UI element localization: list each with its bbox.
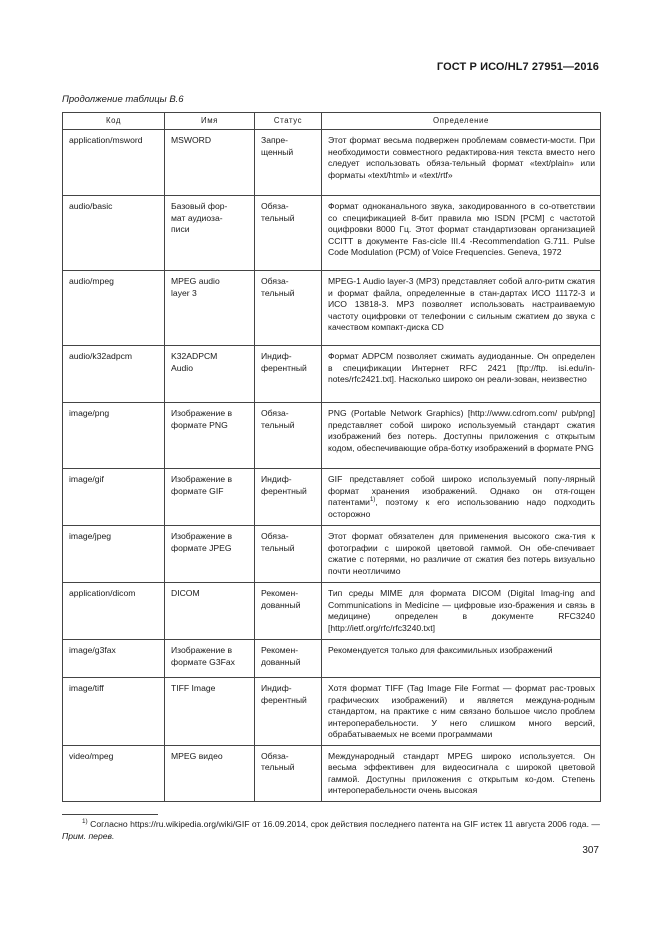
cell-definition [322, 526, 601, 583]
cell-definition [322, 640, 601, 678]
cell-status: Индиф- ферентный [255, 469, 322, 526]
cell-status: Индиф- ферентный [255, 346, 322, 403]
page-number: 307 [582, 845, 599, 856]
cell-definition [322, 196, 601, 271]
footnote-text: Согласно https://ru.wikipedia.org/wiki/GIF от 16.09.2014, срок действия последнего патента на GIF истек 11 августа 2006 года. — [87, 819, 600, 829]
cell-name: DICOM [165, 583, 255, 640]
cell-name: MPEG видео [165, 745, 255, 801]
cell-definition [322, 271, 601, 346]
cell-name: Изображение в формате G3Fax [165, 640, 255, 678]
document-header-title: ГОСТ Р ИСО/HL7 27951—2016 [436, 61, 599, 73]
cell-name: TIFF Image [165, 678, 255, 746]
definition-text: Хотя формат TIFF (Tag Image File Format — формат рас-тровых графических изображений) и является междуна-родным стандартом, на практике с ним связано большое число проблем интероперабельности. У него слишком много версий, обрабатываемых не всеми программами [328, 683, 595, 739]
table-row [63, 403, 601, 469]
footnote-translator-note: Прим. перев. [62, 831, 115, 841]
cell-code: image/g3fax [63, 640, 165, 678]
definition-text-tail: , поэтому к его использованию надо подходить осторожно [328, 497, 595, 519]
cell-name: MPEG audio layer 3 [165, 271, 255, 346]
footnote-mark: 1) [82, 818, 88, 826]
footnote-reference: 1) [369, 497, 376, 504]
cell-code: application/dicom [63, 583, 165, 640]
table-row [63, 196, 601, 271]
cell-status: Рекомен- дованный [255, 640, 322, 678]
table-caption: Продолжение таблицы В.6 [62, 94, 184, 105]
definition-text: Рекомендуется только для факсимильных изображений [328, 645, 553, 655]
cell-code: image/jpeg [63, 526, 165, 583]
footnote-separator [62, 814, 158, 815]
cell-status: Запре- щенный [255, 130, 322, 196]
cell-status: Обяза- тельный [255, 271, 322, 346]
definition-text: PNG (Portable Network Graphics) [http://www.cdrom.com/ pub/png] представляет собой широко используемый стандарт сжатия изображений без потерь. Доступны приложения с открытым кодом, обеспечивающие обра-ботку изображений в формате PNG [328, 408, 595, 453]
table-row [63, 346, 601, 403]
cell-status: Обяза- тельный [255, 526, 322, 583]
footnote [62, 818, 600, 842]
column-header-name: Имя [165, 113, 255, 130]
mime-types-table [62, 112, 601, 802]
cell-status: Рекомен- дованный [255, 583, 322, 640]
cell-definition [322, 469, 601, 526]
table-body [63, 130, 601, 802]
cell-status: Индиф- ферентный [255, 678, 322, 746]
cell-status: Обяза- тельный [255, 196, 322, 271]
definition-text: Этот формат весьма подвержен проблемам совмести-мости. При необходимости совместного редактирова-ния текста вместо него следует использовать обяза-тельный формат «text/plain» или форматы «text/html» и «text/rtf» [328, 135, 595, 180]
table-header-row [63, 113, 601, 130]
cell-name: Изображение в формате JPEG [165, 526, 255, 583]
cell-definition [322, 403, 601, 469]
definition-text: MPEG-1 Audio layer-3 (MP3) представляет собой алго-ритм сжатия и формат файла, определенные в стан-дартах ИСО 11172-3 и ИСО 13818-3. MP3 позволяет использовать настраиваемую частоту оцифровки от телефонии с сильным сжатием до звука с качеством компакт-диска CD [328, 276, 595, 332]
table-row [63, 640, 601, 678]
table-row [63, 130, 601, 196]
cell-definition [322, 583, 601, 640]
column-header-code: Код [63, 113, 165, 130]
cell-code: audio/basic [63, 196, 165, 271]
cell-code: image/png [63, 403, 165, 469]
definition-text: Тип среды MIME для формата DICOM (Digital Imag-ing and Communications in Medicine — цифровые изо-бражения и связь в медицине) определен в документе RFC3240 [http://ietf.org/rfc/rfc3240.txt] [328, 588, 595, 633]
definition-text: GIF представляет собой широко используемый попу-лярный формат хранения изображений. Однако он отя-гощен патентами [328, 474, 595, 507]
cell-code: image/tiff [63, 678, 165, 746]
table-row [63, 271, 601, 346]
definition-text: Этот формат обязателен для применения высокого сжа-тия к фотографии с широкой цветовой гаммой. Он обе-спечивает сжатие с потерями, но различие от сжатия без потерь визуально почти неотличимо [328, 531, 595, 576]
column-header-status: Статус [255, 113, 322, 130]
table-row [63, 678, 601, 746]
cell-code: audio/mpeg [63, 271, 165, 346]
cell-definition [322, 745, 601, 801]
cell-name: Изображение в формате PNG [165, 403, 255, 469]
cell-code: image/gif [63, 469, 165, 526]
definition-text: Международный стандарт MPEG широко используется. Он весьма эффективен для видеосигнала с широкой цветовой гаммой. Доступны приложения с открытым ко-дом. Степень интероперабельности очень высокая [328, 750, 595, 795]
cell-name: K32ADPCM Audio [165, 346, 255, 403]
column-header-definition: Определение [322, 113, 601, 130]
table-row [63, 745, 601, 801]
cell-definition [322, 678, 601, 746]
table-row [63, 526, 601, 583]
cell-name: MSWORD [165, 130, 255, 196]
definition-text: Формат ADPCM позволяет сжимать аудиоданные. Он определен в спецификации Интернет RFC 2421 [ftp://ftp. isi.edu/in-notes/rfc2421.txt]. Насколько широко он реали-зован, неизвестно [328, 351, 595, 384]
cell-code: audio/k32adpcm [63, 346, 165, 403]
cell-status: Обяза- тельный [255, 403, 322, 469]
cell-code: application/msword [63, 130, 165, 196]
cell-definition [322, 130, 601, 196]
table-row [63, 469, 601, 526]
cell-definition [322, 346, 601, 403]
definition-text: Формат одноканального звука, закодированного в со-ответствии со спецификацией 8-бит правила мю ISDN [PCM] с частотой оцифровки 8000 Гц. Этот формат стандартизован организацией CCITT в документе Fas-cicle III.4 -Recommendation G.711. Pulse Code Modulation (PCM) of Voice Frequencies. Geneva, 1972 [328, 201, 595, 257]
cell-name: Базовый фор- мат аудиоза- писи [165, 196, 255, 271]
cell-name: Изображение в формате GIF [165, 469, 255, 526]
cell-code: video/mpeg [63, 745, 165, 801]
cell-status: Обяза- тельный [255, 745, 322, 801]
table-row [63, 583, 601, 640]
